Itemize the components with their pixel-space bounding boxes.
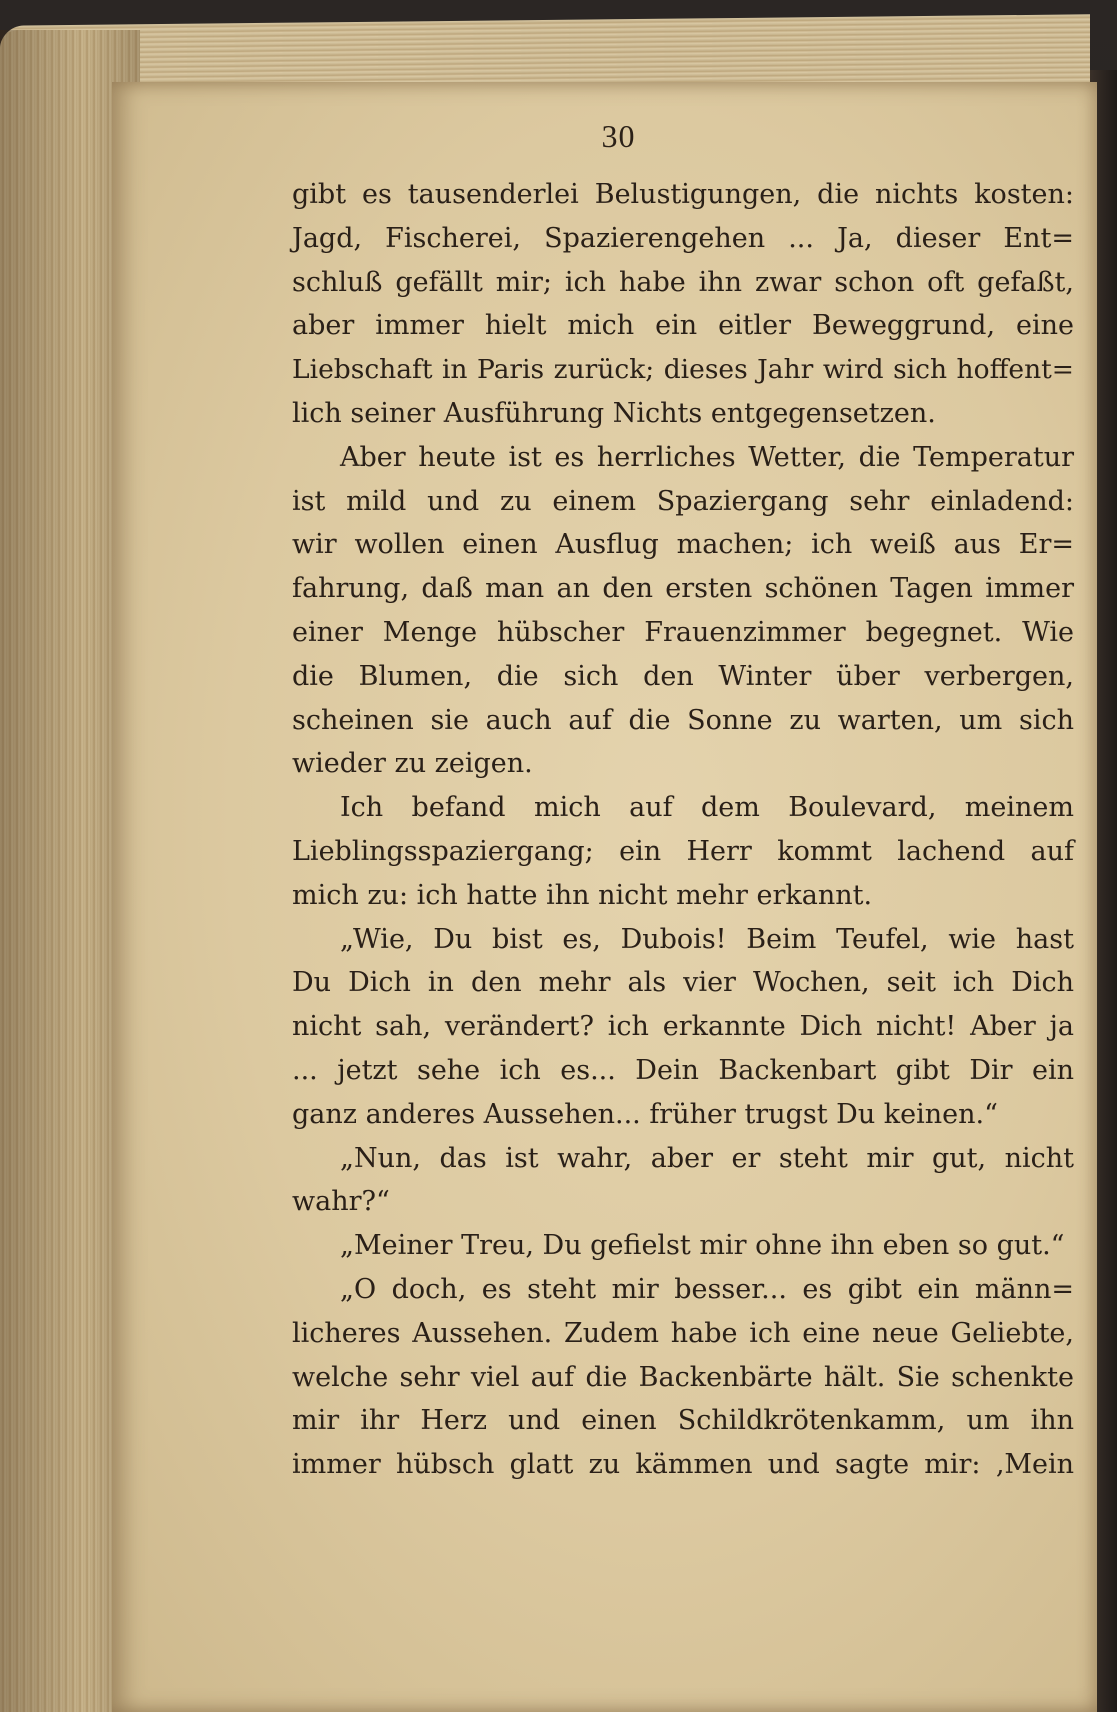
text-line: mich zu: ich hatte ihn nicht mehr erkannt. <box>292 879 873 911</box>
text-line: immer hübsch glatt zu kämmen und sagte mir: ‚Mein <box>292 1449 1074 1481</box>
text-line: fahrung, daß man an den ersten schönen Tagen immer <box>292 573 1074 605</box>
text-line: Lieblingsspaziergang; ein Herr kommt lachend auf <box>292 835 1074 867</box>
text-line: wahr?“ <box>292 1186 390 1218</box>
text-line: wir wollen einen Ausflug machen; ich weiß aus Er= <box>292 529 1074 561</box>
text-line: die Blumen, die sich den Winter über verbergen, <box>292 660 1074 692</box>
text-line: ... jetzt sehe ich es... Dein Backenbart gibt Dir ein <box>292 1054 1074 1086</box>
text-line: schluß gefällt mir; ich habe ihn zwar schon oft gefaßt, <box>292 266 1074 298</box>
text-line: Liebschaft in Paris zurück; dieses Jahr wird sich hoffent= <box>292 354 1074 386</box>
text-line: mir ihr Herz und einen Schildkrötenkamm, um ihn <box>292 1405 1074 1437</box>
text-line: nicht sah, verändert? ich erkannte Dich nicht! Aber ja <box>292 1011 1074 1043</box>
text-line: gibt es tausenderlei Belustigungen, die nichts kosten: <box>292 179 1074 210</box>
text-line: wieder zu zeigen. <box>292 748 533 780</box>
text-line: „O doch, es steht mir besser... es gibt ein männ= <box>340 1273 1074 1305</box>
text-line: „Meiner Treu, Du gefielst mir ohne ihn eben so gut.“ <box>340 1230 1065 1262</box>
text-line: lich seiner Ausführung Nichts entgegensetzen. <box>292 397 936 429</box>
text-line: „Nun, das ist wahr, aber er steht mir gut, nicht <box>340 1142 1074 1174</box>
page-number: 30 <box>601 118 636 154</box>
text-line: ganz anderes Aussehen... früher trugst Du keinen.“ <box>292 1098 998 1130</box>
text-line: Ich befand mich auf dem Boulevard, meinem <box>340 792 1074 824</box>
text-line: „Wie, Du bist es, Dubois! Beim Teufel, wie hast <box>340 923 1074 955</box>
text-line: einer Menge hübscher Frauenzimmer begegnet. Wie <box>292 616 1074 648</box>
page-text <box>292 173 1074 1487</box>
text-line: Aber heute ist es herrliches Wetter, die Temperatur <box>340 441 1074 473</box>
text-line: licheres Aussehen. Zudem habe ich eine neue Geliebte, <box>292 1317 1074 1349</box>
text-line: Du Dich in den mehr als vier Wochen, seit ich Dich <box>292 967 1074 999</box>
text-line: Jagd, Fischerei, Spazierengehen ... Ja, dieser Ent= <box>292 222 1074 254</box>
text-line: aber immer hielt mich ein eitler Beweggrund, eine <box>292 310 1074 342</box>
text-line: ist mild und zu einem Spaziergang sehr einladend: <box>292 485 1074 517</box>
text-line: scheinen sie auch auf die Sonne zu warten, um sich <box>292 704 1074 736</box>
text-line: welche sehr viel auf die Backenbärte hält. Sie schenkte <box>292 1361 1074 1393</box>
